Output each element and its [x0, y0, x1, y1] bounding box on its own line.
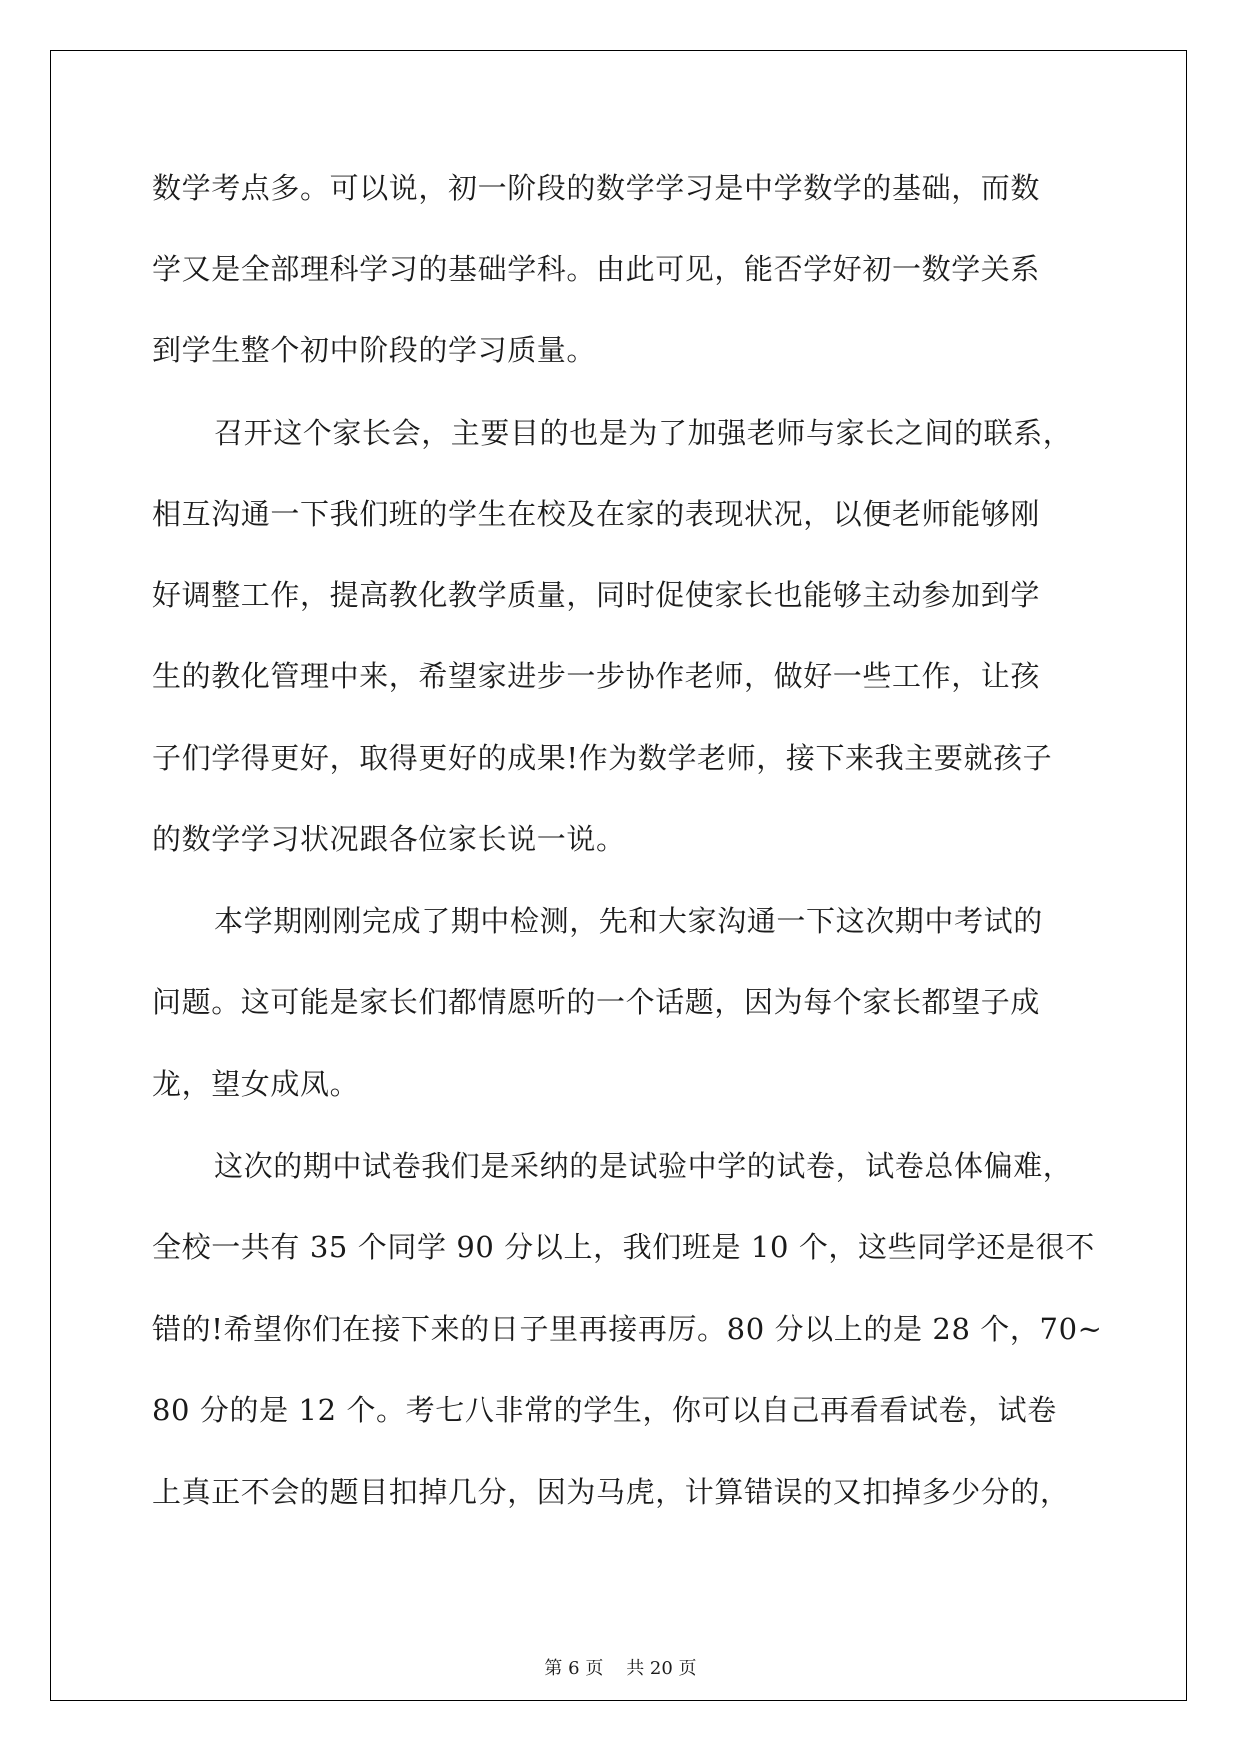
text-line: 数学考点多。可以说，初一阶段的数学学习是中学数学的基础，而数 — [152, 171, 1041, 205]
text-line: 的数学学习状况跟各位家长说一说。 — [152, 822, 626, 856]
text-line: 生的教化管理中来，希望家进步一步协作老师，做好一些工作，让孩 — [152, 659, 1041, 693]
text-line: 相互沟通一下我们班的学生在校及在家的表现状况，以便老师能够刚 — [152, 497, 1041, 531]
page-border — [50, 50, 1187, 1701]
paragraph-start-line: 本学期刚刚完成了期中检测，先和大家沟通一下这次期中考试的 — [214, 904, 1043, 938]
paragraph-start-line: 这次的期中试卷我们是采纳的是试验中学的试卷，试卷总体偏难， — [214, 1149, 1073, 1183]
text-line: 80 分的是 12 个。考七八非常的学生，你可以自己再看看试卷，试卷 — [152, 1393, 1057, 1427]
text-line: 好调整工作，提高教化教学质量，同时促使家长也能够主动参加到学 — [152, 578, 1041, 612]
paragraph-start-line: 召开这个家长会，主要目的也是为了加强老师与家长之间的联系， — [214, 416, 1073, 450]
text-line: 到学生整个初中阶段的学习质量。 — [152, 333, 597, 367]
text-line: 错的!希望你们在接下来的日子里再接再厉。80 分以上的是 28 个，70~ — [152, 1312, 1103, 1346]
text-line: 龙，望女成凤。 — [152, 1067, 360, 1101]
text-line: 上真正不会的题目扣掉几分，因为马虎，计算错误的又扣掉多少分的， — [152, 1475, 1070, 1509]
text-line: 子们学得更好，取得更好的成果!作为数学老师，接下来我主要就孩子 — [152, 741, 1053, 775]
page-number-footer: 第 6 页 共 20 页 — [544, 1658, 697, 1679]
text-line: 学又是全部理科学习的基础学科。由此可见，能否学好初一数学关系 — [152, 252, 1041, 286]
text-line: 全校一共有 35 个同学 90 分以上，我们班是 10 个，这些同学还是很不 — [152, 1230, 1095, 1264]
text-line: 问题。这可能是家长们都情愿听的一个话题，因为每个家长都望子成 — [152, 985, 1041, 1019]
